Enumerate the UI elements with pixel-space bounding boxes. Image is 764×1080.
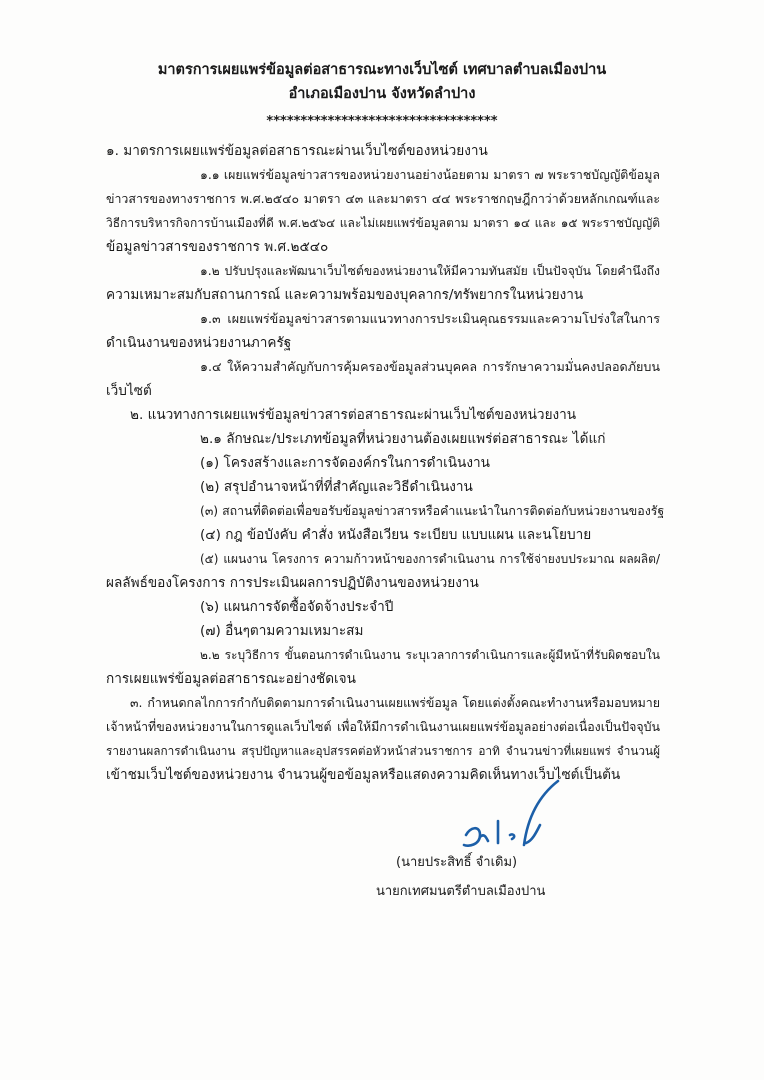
paragraph-line: เข้าชมเว็บไซต์ของหน่วยงาน จำนวนผู้ขอข้อมูลหรือแสดงความคิดเห็นทางเว็บไซต์เป็นต้น [106, 767, 621, 783]
list-item: (๕) แผนงาน โครงการ ความก้าวหน้าของการดำเนินงาน การใช้จ่ายงบประมาณ ผลผลิต/ [200, 552, 660, 566]
paragraph-line: รายงานผลการดำเนินงาน สรุปปัญหาและอุปสรรคต่อหัวหน้าส่วนราชการ อาทิ จำนวนข่าวที่เผยแพร่ จำนวนผู้ [106, 744, 660, 758]
list-item: (๖) แผนการจัดซื้อจัดจ้างประจำปี [200, 599, 394, 615]
document-subtitle: อำเภอเมืองปาน จังหวัดลำปาง [288, 86, 476, 102]
paragraph-line: ข้อมูลข่าวสารของราชการ พ.ศ.๒๕๔๐ [106, 239, 329, 255]
paragraph-line: การเผยแพร่ข้อมูลต่อสาธารณะอย่างชัดเจน [106, 671, 356, 687]
section-heading-1: ๑. มาตรการเผยแพร่ข้อมูลต่อสาธารณะผ่านเว็บไซต์ของหน่วยงาน [106, 143, 488, 159]
paragraph-line: ๑.๔ ให้ความสำคัญกับการคุ้มครองข้อมูลส่วนบุคคล การรักษาความมั่นคงปลอดภัยบน [200, 359, 660, 374]
paragraph-line: ดำเนินงานของหน่วยงานภาครัฐ [106, 335, 292, 351]
document-title: มาตรการเผยแพร่ข้อมูลต่อสาธารณะทางเว็บไซต์ เทศบาลตำบลเมืองปาน [157, 62, 607, 78]
signer-position: นายกเทศมนตรีตำบลเมืองปาน [376, 884, 546, 899]
section-heading-3: ๓. กำหนดกลไกการกำกับติดตามการดำเนินงานเผยแพร่ข้อมูล โดยแต่งตั้งคณะทำงานหรือมอบหมาย [130, 695, 660, 710]
paragraph-line: ๒.๒ ระบุวิธีการ ขั้นตอนการดำเนินงาน ระบุเวลาการดำเนินการและผู้มีหน้าที่รับผิดชอบใน [200, 648, 660, 662]
paragraph-line: ข่าวสารของทางราชการ พ.ศ.๒๕๔๐ มาตรา ๔๓ และมาตรา ๔๔ พระราชกฤษฎีกาว่าด้วยหลักเกณฑ์และ [106, 191, 660, 206]
section-heading-2: ๒. แนวทางการเผยแพร่ข้อมูลข่าวสารต่อสาธารณะผ่านเว็บไซต์ของหน่วยงาน [130, 407, 577, 423]
paragraph-line: ๒.๑ ลักษณะ/ประเภทข้อมูลที่หน่วยงานต้องเผยแพร่ต่อสาธารณะ ได้แก่ [200, 431, 606, 447]
list-item: (๑) โครงสร้างและการจัดองค์กรในการดำเนินงาน [200, 455, 490, 471]
list-item: (๓) สถานที่ติดต่อเพื่อขอรับข้อมูลข่าวสารหรือคำแนะนำในการติดต่อกับหน่วยงานของรัฐ [200, 503, 665, 518]
paragraph-line: ๑.๑ เผยแพร่ข้อมูลข่าวสารของหน่วยงานอย่างน้อยตาม มาตรา ๗ พระราชบัญญัติข้อมูล [200, 167, 660, 182]
paragraph-line: ความเหมาะสมกับสถานการณ์ และความพร้อมของบุคลากร/ทรัพยากรในหน่วยงาน [106, 287, 584, 303]
list-item: (๔) กฎ ข้อบังคับ คำสั่ง หนังสือเวียน ระเบียบ แบบแผน และนโยบาย [200, 527, 592, 543]
title-separator: ********************************** [266, 114, 498, 129]
paragraph-line: ๑.๓ เผยแพร่ข้อมูลข่าวสารตามแนวทางการประเมินคุณธรรมและความโปร่งใสในการ [200, 311, 660, 326]
signer-name: (นายประสิทธิ์ จำเดิม) [396, 855, 518, 870]
list-item: (๗) อื่นๆตามความเหมาะสม [200, 623, 364, 639]
paragraph-line: ๑.๒ ปรับปรุงและพัฒนาเว็บไซต์ของหน่วยงานให้มีความทันสมัย เป็นปัจจุบัน โดยคำนึงถึง [200, 264, 660, 278]
paragraph-line: เว็บไซต์ [106, 383, 152, 399]
list-item: (๒) สรุปอำนาจหน้าที่ที่สำคัญและวิธีดำเนินงาน [200, 479, 473, 495]
list-item-continued: ผลลัพธ์ของโครงการ การประเมินผลการปฏิบัติงานของหน่วยงาน [106, 575, 479, 591]
paragraph-line: เจ้าหน้าที่ของหน่วยงานในการดูแลเว็บไซต์ เพื่อให้มีการดำเนินงานเผยแพร่ข้อมูลอย่างต่อเนื่องเป็นปัจจุบัน [106, 719, 660, 734]
paragraph-line: วิธีการบริหารกิจการบ้านเมืองที่ดี พ.ศ.๒๕๖๔ และไม่เผยแพร่ข้อมูลตาม มาตรา ๑๔ และ ๑๕ พระราชบัญญัติ [106, 216, 660, 230]
